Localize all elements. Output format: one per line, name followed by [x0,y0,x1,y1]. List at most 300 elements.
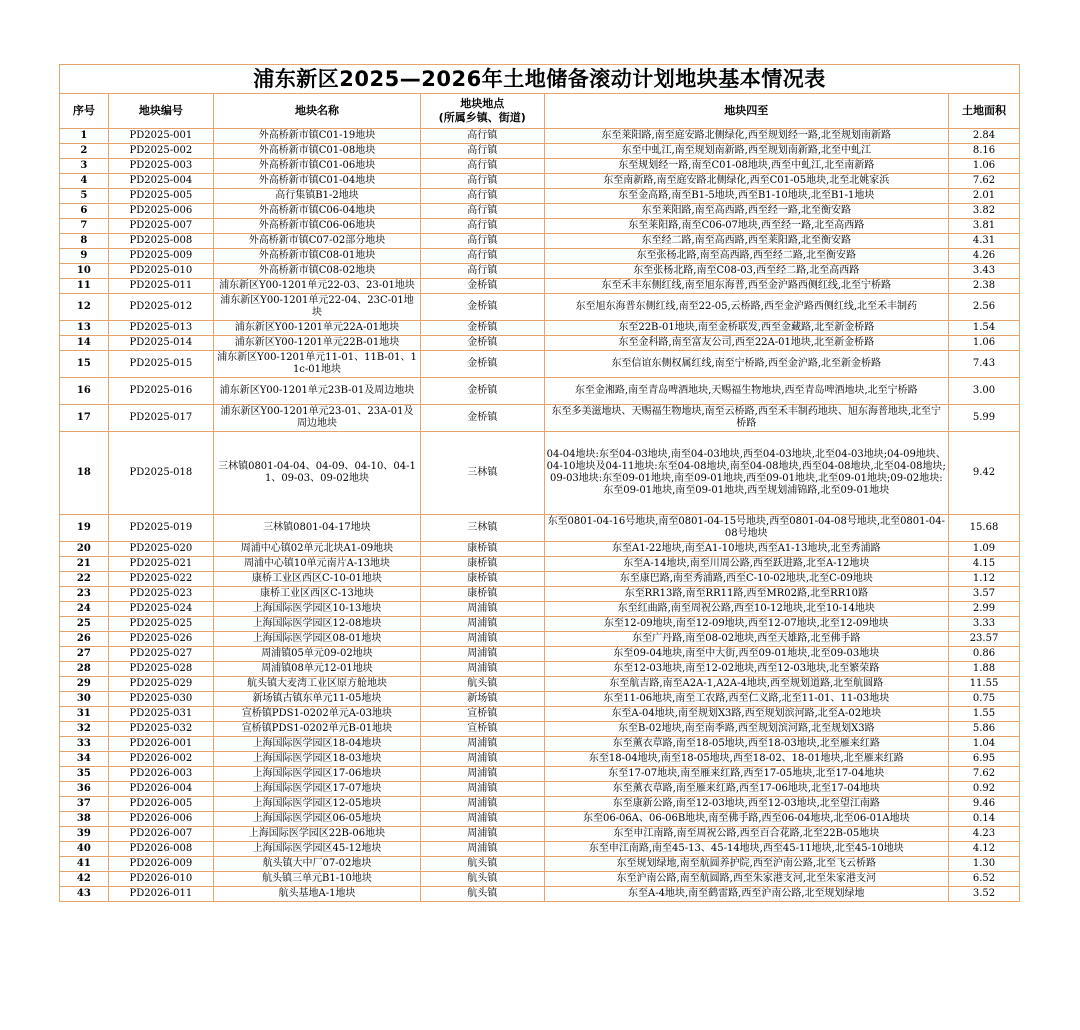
cell-seq: 14 [60,336,109,351]
cell-boundary: 东至莱阳路,南至高西路,西至经一路,北至衡安路 [544,204,948,219]
cell-location: 宣桥镇 [420,707,544,722]
cell-location: 周浦镇 [420,602,544,617]
cell-seq: 3 [60,159,109,174]
cell-name: 外高桥新市镇C01-08地块 [214,144,421,159]
cell-area: 9.46 [949,797,1020,812]
cell-boundary: 东至B-02地块,南至南季路,西至规划滨河路,北至规划X3路 [544,722,948,737]
cell-name: 外高桥新市镇C07-02部分地块 [214,234,421,249]
cell-boundary: 东至沪南公路,南至航圆路,西至朱家港支河,北至朱家港支河 [544,872,948,887]
cell-location: 新场镇 [420,692,544,707]
cell-name: 周浦镇08单元12-01地块 [214,662,421,677]
table-row [60,204,1020,219]
cell-seq: 25 [60,617,109,632]
cell-seq: 23 [60,587,109,602]
cell-area: 1.12 [949,572,1020,587]
table-row [60,515,1020,542]
cell-seq: 32 [60,722,109,737]
cell-location: 高行镇 [420,129,544,144]
cell-name: 上海国际医学园区12-08地块 [214,617,421,632]
table-row [60,279,1020,294]
cell-boundary: 东至09-04地块,南至中大街,西至09-01地块,北至09-03地块 [544,647,948,662]
cell-boundary: 东至张杨北路,南至C08-03,西至经二路,北至高西路 [544,264,948,279]
header-boundary: 地块四至 [544,94,948,129]
cell-code: PD2025-005 [108,189,213,204]
cell-area: 2.84 [949,129,1020,144]
table-row [60,782,1020,797]
cell-name: 宣桥镇PDS1-0202单元A-03地块 [214,707,421,722]
cell-code: PD2026-007 [108,827,213,842]
cell-area: 3.52 [949,887,1020,902]
header-location-line2: (所属乡镇、街道) [438,111,526,124]
cell-code: PD2025-021 [108,557,213,572]
cell-area: 0.86 [949,647,1020,662]
cell-boundary: 东至11-06地块,南至工农路,西至仁义路,北至11-01、11-03地块 [544,692,948,707]
cell-location: 周浦镇 [420,842,544,857]
cell-seq: 35 [60,767,109,782]
table-row [60,189,1020,204]
cell-boundary: 东至薰衣草路,南至雁来红路,西至17-06地块,北至17-04地块 [544,782,948,797]
cell-code: PD2026-002 [108,752,213,767]
header-seq: 序号 [60,94,109,129]
cell-location: 三林镇 [420,432,544,515]
cell-seq: 28 [60,662,109,677]
cell-location: 高行镇 [420,204,544,219]
cell-name: 周浦镇05单元09-02地块 [214,647,421,662]
cell-name: 外高桥新市镇C01-06地块 [214,159,421,174]
cell-area: 1.30 [949,857,1020,872]
table-row [60,542,1020,557]
cell-boundary: 东至金高路,南至B1-5地块,西至B1-10地块,北至B1-1地块 [544,189,948,204]
header-location-line1: 地块地点 [460,97,505,110]
cell-name: 外高桥新市镇C08-02地块 [214,264,421,279]
cell-code: PD2025-002 [108,144,213,159]
cell-name: 外高桥新市镇C01-19地块 [214,129,421,144]
cell-area: 1.06 [949,159,1020,174]
cell-seq: 10 [60,264,109,279]
cell-boundary: 东至12-09地块,南至12-09地块,西至12-07地块,北至12-09地块 [544,617,948,632]
cell-area: 4.31 [949,234,1020,249]
cell-code: PD2025-007 [108,219,213,234]
cell-name: 浦东新区Y00-1201单元23B-01及周边地块 [214,378,421,405]
cell-boundary: 东至规划经一路,南至C01-08地块,西至中虬江,北至南新路 [544,159,948,174]
table-row [60,857,1020,872]
cell-name: 上海国际医学园区08-01地块 [214,632,421,647]
cell-name: 三林镇0801-04-04、04-09、04-10、04-11、09-03、09-02地块 [214,432,421,515]
cell-location: 高行镇 [420,174,544,189]
cell-area: 0.92 [949,782,1020,797]
cell-location: 金桥镇 [420,405,544,432]
cell-code: PD2026-008 [108,842,213,857]
cell-area: 6.95 [949,752,1020,767]
cell-seq: 7 [60,219,109,234]
cell-boundary: 东至旭东海普东侧红线,南至22-05,云桥路,西至金沪路西侧红线,北至禾丰制药 [544,294,948,321]
cell-location: 航头镇 [420,677,544,692]
table-row [60,842,1020,857]
cell-location: 金桥镇 [420,279,544,294]
cell-area: 7.62 [949,767,1020,782]
cell-name: 康桥工业区西区C-13地块 [214,587,421,602]
cell-name: 浦东新区Y00-1201单元22-04、23C-01地块 [214,294,421,321]
cell-area: 4.23 [949,827,1020,842]
cell-boundary: 东至经二路,南至高西路,西至莱阳路,北至衡安路 [544,234,948,249]
cell-boundary: 东至康巴路,南至秀浦路,西至C-10-02地块,北至C-09地块 [544,572,948,587]
cell-location: 周浦镇 [420,797,544,812]
cell-area: 1.54 [949,321,1020,336]
cell-seq: 15 [60,351,109,378]
table-row [60,351,1020,378]
table-row [60,249,1020,264]
cell-area: 5.86 [949,722,1020,737]
cell-area: 3.33 [949,617,1020,632]
table-row [60,707,1020,722]
cell-area: 4.15 [949,557,1020,572]
cell-name: 周浦中心镇10单元南片A-13地块 [214,557,421,572]
cell-code: PD2025-016 [108,378,213,405]
cell-name: 浦东新区Y00-1201单元22-03、23-01地块 [214,279,421,294]
cell-code: PD2026-009 [108,857,213,872]
cell-location: 周浦镇 [420,737,544,752]
table-row [60,602,1020,617]
cell-code: PD2025-029 [108,677,213,692]
cell-location: 周浦镇 [420,752,544,767]
cell-code: PD2025-015 [108,351,213,378]
cell-name: 上海国际医学园区10-13地块 [214,602,421,617]
cell-name: 外高桥新市镇C01-04地块 [214,174,421,189]
cell-code: PD2025-008 [108,234,213,249]
cell-seq: 18 [60,432,109,515]
cell-area: 2.01 [949,189,1020,204]
cell-name: 周浦中心镇02单元北块A1-09地块 [214,542,421,557]
table-row [60,737,1020,752]
table-row [60,378,1020,405]
cell-boundary: 东至航吉路,南至A2A-1,A2A-4地块,西至规划道路,北至航圆路 [544,677,948,692]
cell-boundary: 东至17-07地块,南至雁来红路,西至17-05地块,北至17-04地块 [544,767,948,782]
cell-seq: 31 [60,707,109,722]
cell-location: 周浦镇 [420,782,544,797]
cell-seq: 29 [60,677,109,692]
cell-boundary: 东至信谊东侧权属红线,南至宁桥路,西至金沪路,北至新金桥路 [544,351,948,378]
cell-code: PD2026-004 [108,782,213,797]
table-title: 浦东新区2025—2026年土地储备滚动计划地块基本情况表 [60,65,1020,94]
cell-seq: 21 [60,557,109,572]
cell-area: 1.06 [949,336,1020,351]
cell-boundary: 东至RR13路,南至RR11路,西至MR02路,北至RR10路 [544,587,948,602]
cell-code: PD2025-019 [108,515,213,542]
cell-name: 宣桥镇PDS1-0202单元B-01地块 [214,722,421,737]
cell-area: 1.04 [949,737,1020,752]
table-body [60,129,1020,902]
table-row [60,872,1020,887]
cell-seq: 33 [60,737,109,752]
cell-seq: 4 [60,174,109,189]
cell-area: 6.52 [949,872,1020,887]
cell-code: PD2025-024 [108,602,213,617]
cell-area: 4.26 [949,249,1020,264]
cell-code: PD2025-003 [108,159,213,174]
table-row [60,722,1020,737]
cell-area: 2.38 [949,279,1020,294]
cell-name: 外高桥新市镇C06-04地块 [214,204,421,219]
cell-area: 1.55 [949,707,1020,722]
cell-seq: 41 [60,857,109,872]
cell-area: 5.99 [949,405,1020,432]
cell-seq: 38 [60,812,109,827]
cell-code: PD2025-011 [108,279,213,294]
cell-name: 浦东新区Y00-1201单元22A-01地块 [214,321,421,336]
cell-location: 高行镇 [420,249,544,264]
cell-boundary: 东至薰衣草路,南至18-05地块,西至18-03地块,北至雁来红路 [544,737,948,752]
table-row [60,797,1020,812]
cell-boundary: 东至A-14地块,南至川周公路,西至跃进路,北至A-12地块 [544,557,948,572]
cell-seq: 9 [60,249,109,264]
cell-boundary: 东至莱阳路,南至C06-07地块,西至经一路,北至高西路 [544,219,948,234]
cell-code: PD2025-025 [108,617,213,632]
cell-boundary: 东至康新公路,南至12-03地块,西至12-03地块,北至望江南路 [544,797,948,812]
cell-area: 7.43 [949,351,1020,378]
cell-name: 上海国际医学园区22B-06地块 [214,827,421,842]
cell-location: 高行镇 [420,264,544,279]
cell-boundary: 东至张杨北路,南至高西路,西至经二路,北至衡安路 [544,249,948,264]
cell-seq: 24 [60,602,109,617]
cell-code: PD2025-014 [108,336,213,351]
cell-location: 金桥镇 [420,336,544,351]
table-row [60,219,1020,234]
cell-boundary: 东至A-4地块,南至鹤雷路,西至沪南公路,北至规划绿地 [544,887,948,902]
table-row [60,677,1020,692]
cell-area: 15.68 [949,515,1020,542]
cell-area: 8.16 [949,144,1020,159]
table-row [60,752,1020,767]
cell-location: 周浦镇 [420,662,544,677]
cell-boundary: 东至中虬江,南至规划南新路,西至规划南新路,北至中虬江 [544,144,948,159]
cell-seq: 37 [60,797,109,812]
cell-location: 航头镇 [420,857,544,872]
cell-seq: 22 [60,572,109,587]
cell-area: 3.43 [949,264,1020,279]
cell-area: 0.14 [949,812,1020,827]
cell-name: 新场镇古镇东单元11-05地块 [214,692,421,707]
cell-boundary: 东至南新路,南至庭安路北侧绿化,西至C01-05地块,北至北姚家浜 [544,174,948,189]
cell-area: 11.55 [949,677,1020,692]
cell-boundary: 东至0801-04-16号地块,南至0801-04-15号地块,西至0801-04-08号地块,北至0801-04-08号地块 [544,515,948,542]
cell-area: 3.82 [949,204,1020,219]
cell-boundary: 东至A-04地块,南至规划X3路,西至规划滨河路,北至A-02地块 [544,707,948,722]
cell-seq: 13 [60,321,109,336]
header-name: 地块名称 [214,94,421,129]
cell-seq: 16 [60,378,109,405]
cell-code: PD2025-022 [108,572,213,587]
cell-seq: 1 [60,129,109,144]
cell-boundary: 东至规划绿地,南至航圆养护院,西至沪南公路,北至飞云桥路 [544,857,948,872]
cell-location: 金桥镇 [420,351,544,378]
cell-name: 航头镇大中厂07-02地块 [214,857,421,872]
cell-seq: 19 [60,515,109,542]
table-row [60,887,1020,902]
cell-code: PD2025-009 [108,249,213,264]
cell-seq: 30 [60,692,109,707]
table-row [60,159,1020,174]
cell-boundary: 东至申江南路,南至周祝公路,西至百合花路,北至22B-05地块 [544,827,948,842]
cell-code: PD2026-010 [108,872,213,887]
cell-area: 0.75 [949,692,1020,707]
cell-name: 上海国际医学园区18-03地块 [214,752,421,767]
cell-boundary: 东至莱阳路,南至庭安路北侧绿化,西至规划经一路,北至规划南新路 [544,129,948,144]
cell-code: PD2025-032 [108,722,213,737]
cell-boundary: 东至A1-22地块,南至A1-10地块,西至A1-13地块,北至秀浦路 [544,542,948,557]
cell-name: 浦东新区Y00-1201单元11-01、11B-01、11c-01地块 [214,351,421,378]
cell-location: 周浦镇 [420,827,544,842]
table-row [60,557,1020,572]
cell-location: 高行镇 [420,144,544,159]
cell-location: 宣桥镇 [420,722,544,737]
cell-boundary: 东至申江南路,南至45-13、45-14地块,西至45-11地块,北至45-10地块 [544,842,948,857]
cell-seq: 42 [60,872,109,887]
table-row [60,632,1020,647]
cell-area: 2.56 [949,294,1020,321]
table-row [60,336,1020,351]
cell-area: 3.57 [949,587,1020,602]
cell-code: PD2025-010 [108,264,213,279]
cell-location: 周浦镇 [420,812,544,827]
table-row [60,405,1020,432]
header-code: 地块编号 [108,94,213,129]
cell-boundary: 东至22B-01地块,南至金桥联发,西至金藏路,北至新金桥路 [544,321,948,336]
land-reserve-table [59,64,1020,902]
table-row [60,767,1020,782]
cell-location: 康桥镇 [420,542,544,557]
cell-seq: 12 [60,294,109,321]
header-location [420,94,544,129]
cell-location: 周浦镇 [420,647,544,662]
cell-name: 上海国际医学园区18-04地块 [214,737,421,752]
header-area: 土地面积 [949,94,1020,129]
cell-code: PD2026-011 [108,887,213,902]
table-row [60,827,1020,842]
cell-location: 周浦镇 [420,767,544,782]
table-row [60,234,1020,249]
cell-area: 9.42 [949,432,1020,515]
cell-code: PD2025-006 [108,204,213,219]
cell-code: PD2025-027 [108,647,213,662]
cell-seq: 43 [60,887,109,902]
cell-code: PD2025-004 [108,174,213,189]
cell-seq: 34 [60,752,109,767]
cell-area: 3.00 [949,378,1020,405]
table-row [60,617,1020,632]
cell-code: PD2025-031 [108,707,213,722]
cell-seq: 40 [60,842,109,857]
cell-seq: 6 [60,204,109,219]
cell-code: PD2025-020 [108,542,213,557]
cell-seq: 8 [60,234,109,249]
cell-code: PD2025-012 [108,294,213,321]
cell-location: 航头镇 [420,872,544,887]
cell-name: 航头基地A-1地块 [214,887,421,902]
table-row [60,432,1020,515]
cell-seq: 36 [60,782,109,797]
cell-seq: 2 [60,144,109,159]
cell-name: 浦东新区Y00-1201单元23-01、23A-01及周边地块 [214,405,421,432]
table-row [60,662,1020,677]
cell-seq: 26 [60,632,109,647]
table-row [60,812,1020,827]
cell-code: PD2025-026 [108,632,213,647]
cell-area: 3.81 [949,219,1020,234]
table-row [60,129,1020,144]
cell-boundary: 东至禾丰东侧红线,南至旭东海普,西至金沪路西侧红线,北至宁桥路 [544,279,948,294]
cell-name: 上海国际医学园区12-05地块 [214,797,421,812]
cell-name: 上海国际医学园区17-06地块 [214,767,421,782]
cell-seq: 5 [60,189,109,204]
cell-code: PD2025-013 [108,321,213,336]
cell-location: 高行镇 [420,189,544,204]
table-row [60,321,1020,336]
cell-location: 金桥镇 [420,321,544,336]
cell-boundary: 04-04地块:东至04-03地块,南至04-03地块,西至04-03地块,北至04-03地块;04-09地块、04-10地块及04-11地块:东至04-08地块,南至04-08地块,西至04-08地块,北至04-08地块;09-03地块:东至09-01地块,南至09-01地块,西至09-01地块,北至09-01地块;09-02地块:东至09-01地块,南至09-01地块,西至规划浦锦路,北至09-01地块 [544,432,948,515]
cell-area: 1.09 [949,542,1020,557]
table-row [60,587,1020,602]
cell-location: 康桥镇 [420,587,544,602]
cell-code: PD2025-030 [108,692,213,707]
table-row [60,264,1020,279]
table-row [60,294,1020,321]
table-row [60,647,1020,662]
cell-name: 航头镇大麦湾工业区原方舱地块 [214,677,421,692]
cell-location: 金桥镇 [420,294,544,321]
table-row [60,174,1020,189]
cell-location: 康桥镇 [420,572,544,587]
cell-seq: 39 [60,827,109,842]
cell-seq: 20 [60,542,109,557]
cell-code: PD2026-003 [108,767,213,782]
cell-location: 金桥镇 [420,378,544,405]
cell-location: 三林镇 [420,515,544,542]
cell-code: PD2025-017 [108,405,213,432]
cell-code: PD2025-028 [108,662,213,677]
cell-code: PD2026-001 [108,737,213,752]
cell-boundary: 东至多美滋地块、天赐福生物地块,南至云桥路,西至禾丰制药地块、旭东海普地块,北至宁桥路 [544,405,948,432]
cell-code: PD2025-001 [108,129,213,144]
header-row [60,94,1020,129]
cell-location: 康桥镇 [420,557,544,572]
cell-code: PD2026-006 [108,812,213,827]
table-row [60,144,1020,159]
cell-seq: 17 [60,405,109,432]
cell-code: PD2025-018 [108,432,213,515]
table-row [60,692,1020,707]
cell-name: 外高桥新市镇C06-06地块 [214,219,421,234]
cell-name: 航头镇三单元B1-10地块 [214,872,421,887]
cell-name: 康桥工业区西区C-10-01地块 [214,572,421,587]
cell-name: 上海国际医学园区45-12地块 [214,842,421,857]
cell-location: 高行镇 [420,159,544,174]
cell-name: 浦东新区Y00-1201单元22B-01地块 [214,336,421,351]
cell-boundary: 东至12-03地块,南至12-02地块,西至12-03地块,北至繁荣路 [544,662,948,677]
cell-name: 上海国际医学园区06-05地块 [214,812,421,827]
table-row [60,572,1020,587]
cell-code: PD2026-005 [108,797,213,812]
cell-location: 高行镇 [420,234,544,249]
cell-area: 7.62 [949,174,1020,189]
cell-location: 周浦镇 [420,617,544,632]
cell-seq: 11 [60,279,109,294]
cell-area: 23.57 [949,632,1020,647]
cell-name: 三林镇0801-04-17地块 [214,515,421,542]
cell-boundary: 东至广丹路,南至08-02地块,西至天雄路,北至佛手路 [544,632,948,647]
cell-area: 1.88 [949,662,1020,677]
cell-location: 周浦镇 [420,632,544,647]
cell-seq: 27 [60,647,109,662]
